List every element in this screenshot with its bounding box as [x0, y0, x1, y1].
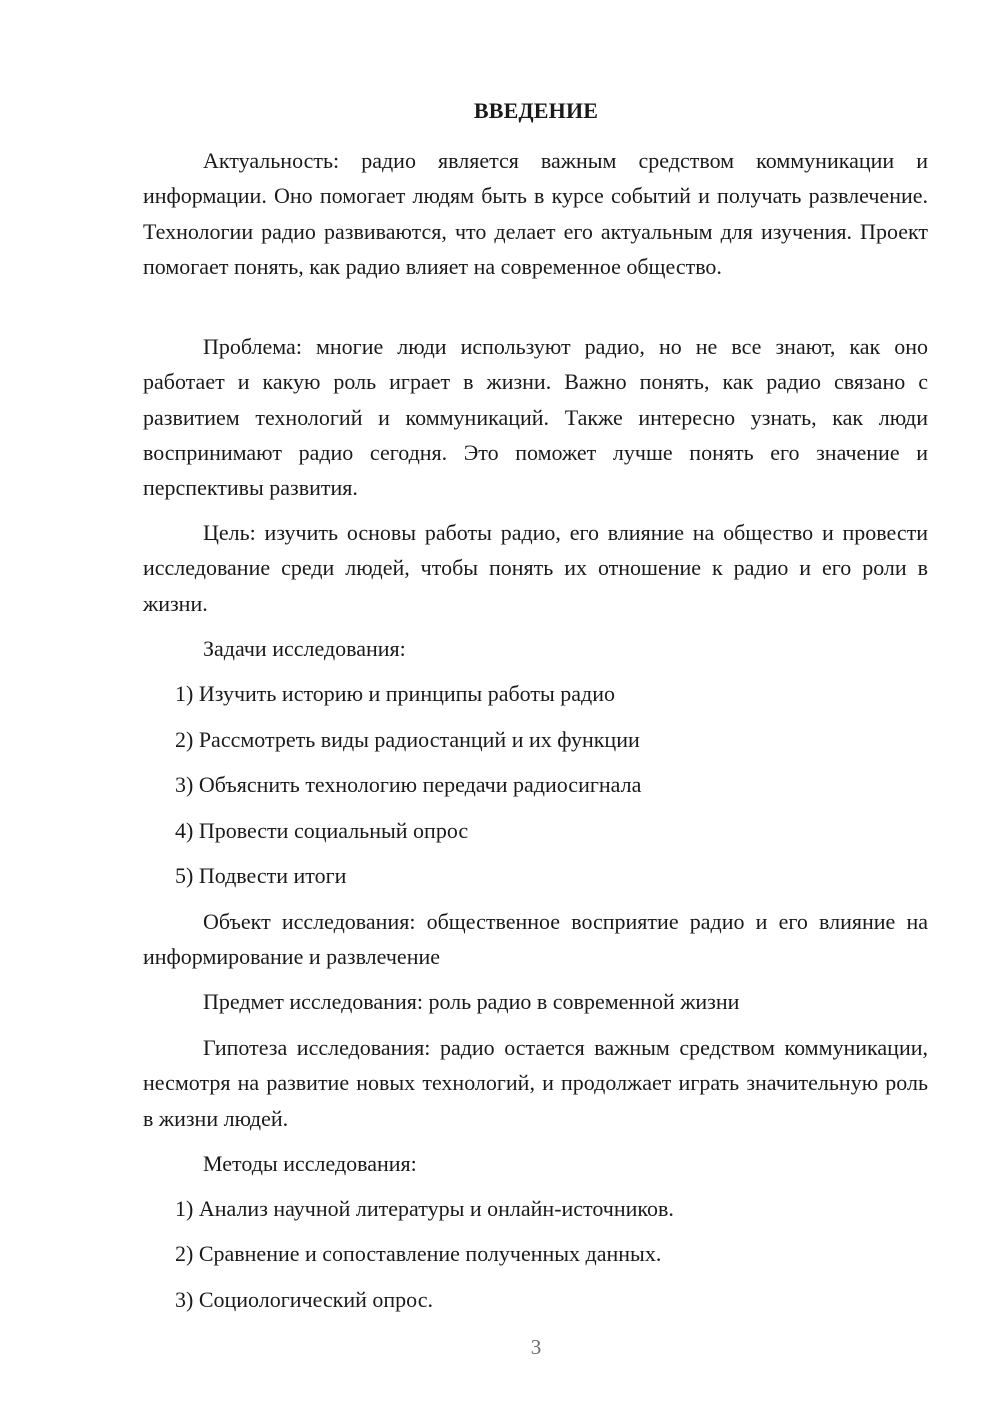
method-item-2: 2) Сравнение и сопоставление полученных данных.: [175, 1241, 662, 1266]
task-item-3: 3) Объяснить технологию передачи радиосигнала: [175, 772, 642, 797]
object-paragraph: Объект исследования: общественное восприятие радио и его влияние на информирование и развлечение: [143, 909, 928, 970]
tasks-heading: Задачи исследования:: [203, 636, 406, 661]
task-item-2: 2) Рассмотреть виды радиостанций и их функции: [175, 727, 640, 752]
task-item-4: 4) Провести социальный опрос: [175, 818, 469, 843]
subject-paragraph: Предмет исследования: роль радио в современной жизни: [203, 989, 740, 1014]
task-item-5: 5) Подвести итоги: [175, 863, 347, 888]
relevance-paragraph: Актуальность: радио является важным средством коммуникации и информации. Оно помогает людям быть в курсе событий и получать развлечение. Технологии радио развиваются, что делает его актуальным для изучения. Проект помогает понять, как радио влияет на современное общество.: [143, 148, 928, 279]
goal-paragraph: Цель: изучить основы работы радио, его влияние на общество и провести исследование среди людей, чтобы понять их отношение к радио и его роли в жизни.: [143, 520, 928, 616]
hypothesis-paragraph: Гипотеза исследования: радио остается важным средством коммуникации, несмотря на развитие новых технологий, и продолжает играть значительную роль в жизни людей.: [143, 1035, 928, 1131]
methods-heading: Методы исследования:: [203, 1151, 417, 1176]
problem-paragraph: Проблема: многие люди используют радио, но не все знают, как оно работает и какую роль играет в жизни. Важно понять, как радио связано с развитием технологий и коммуникаций. Также интересно узнать, как люди воспринимают радио сегодня. Это поможет лучше понять его значение и перспективы развития.: [143, 334, 928, 501]
page-title: ВВЕДЕНИЕ: [473, 98, 599, 123]
page-number: 3: [530, 1335, 542, 1359]
method-item-1: 1) Анализ научной литературы и онлайн-источников.: [175, 1196, 674, 1221]
method-item-3: 3) Социологический опрос.: [175, 1287, 433, 1312]
task-item-1: 1) Изучить историю и принципы работы радио: [175, 681, 615, 706]
